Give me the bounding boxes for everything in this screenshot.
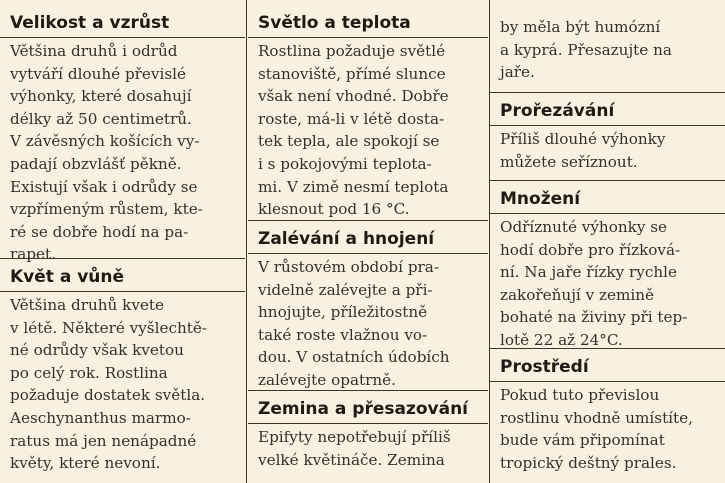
section-divider xyxy=(248,220,488,221)
section-soil-continuation xyxy=(490,14,725,84)
section-propagation xyxy=(490,188,725,352)
section-heading: Květ a vůně xyxy=(0,266,245,292)
section-text: Většina druhů i odrůd vytváří dlouhé převislé výhonky, které dosahují délky až 50 centimetrů. V závěsných košících vy- padají obzvlášť pěkně. Existují však i odrůdy se vzpřímeným růstem, kte- ré se dobře hodí na pa- rapet. xyxy=(10,42,203,264)
section-divider xyxy=(248,390,488,391)
section-heading: Prostředí xyxy=(490,356,725,382)
column-2 xyxy=(248,0,488,483)
section-heading: Množení xyxy=(490,188,725,214)
column-1 xyxy=(0,0,245,483)
section-heading: Zalévání a hnojení xyxy=(248,228,488,254)
section-environment xyxy=(490,356,725,474)
continuation-text: by měla být humózní a kyprá. Přesazujte na jaře. xyxy=(500,18,672,82)
section-text: Rostlina požaduje světlé stanoviště, přímé slunce však není vhodné. Dobře roste, má-li v létě dosta- tek tepla, ale spokojí se i s pokojovými teplota- mi. V zimě nesmí teplota klesnout pod 16 °C. xyxy=(258,42,449,219)
section-pruning xyxy=(490,100,725,173)
column-divider xyxy=(246,0,247,483)
section-text: Odříznuté výhonky se hodí dobře pro řízková- ní. Na jaře řízky rychle zakořeňují v zemině bohaté na živiny při tep- lotě 22 až 24°C. xyxy=(500,218,688,349)
section-heading: Světlo a teplota xyxy=(248,12,488,38)
section-heading: Velikost a vzrůst xyxy=(0,12,245,38)
section-divider xyxy=(0,258,245,259)
section-text: Většina druhů kvete v létě. Některé vyšlechtě- né odrůdy však kvetou po celý rok. Rostlina požaduje dostatek světla. Aeschynanthus marmo- ratus má jen nenápadné květy, které nevoní. xyxy=(10,296,207,473)
section-text: V růstovém období pra- videlně zalévejte a při- hnojujte, příležitostně také roste vlažnou vo- dou. V ostatních údobích zalévejte opatrně. xyxy=(258,258,450,389)
section-text: Příliš dlouhé výhonky můžete seříznout. xyxy=(500,130,666,171)
section-text: Epifyty nepotřebují příliš velké květináče. Zemina xyxy=(258,428,451,469)
section-heading: Zemina a přesazování xyxy=(248,398,488,424)
section-divider xyxy=(490,92,725,93)
section-soil-repotting xyxy=(248,398,488,471)
section-divider xyxy=(490,180,725,181)
section-text: Pokud tuto převislou rostlinu vhodně umístíte, bude vám připomínat tropický deštný prales. xyxy=(500,386,693,472)
column-3 xyxy=(490,0,725,483)
section-divider xyxy=(490,348,725,349)
section-watering-fertilizing xyxy=(248,228,488,392)
section-heading: Prořezávání xyxy=(490,100,725,126)
section-flower-scent xyxy=(0,266,245,475)
section-light-temperature xyxy=(248,12,488,221)
section-size-growth xyxy=(0,12,245,266)
